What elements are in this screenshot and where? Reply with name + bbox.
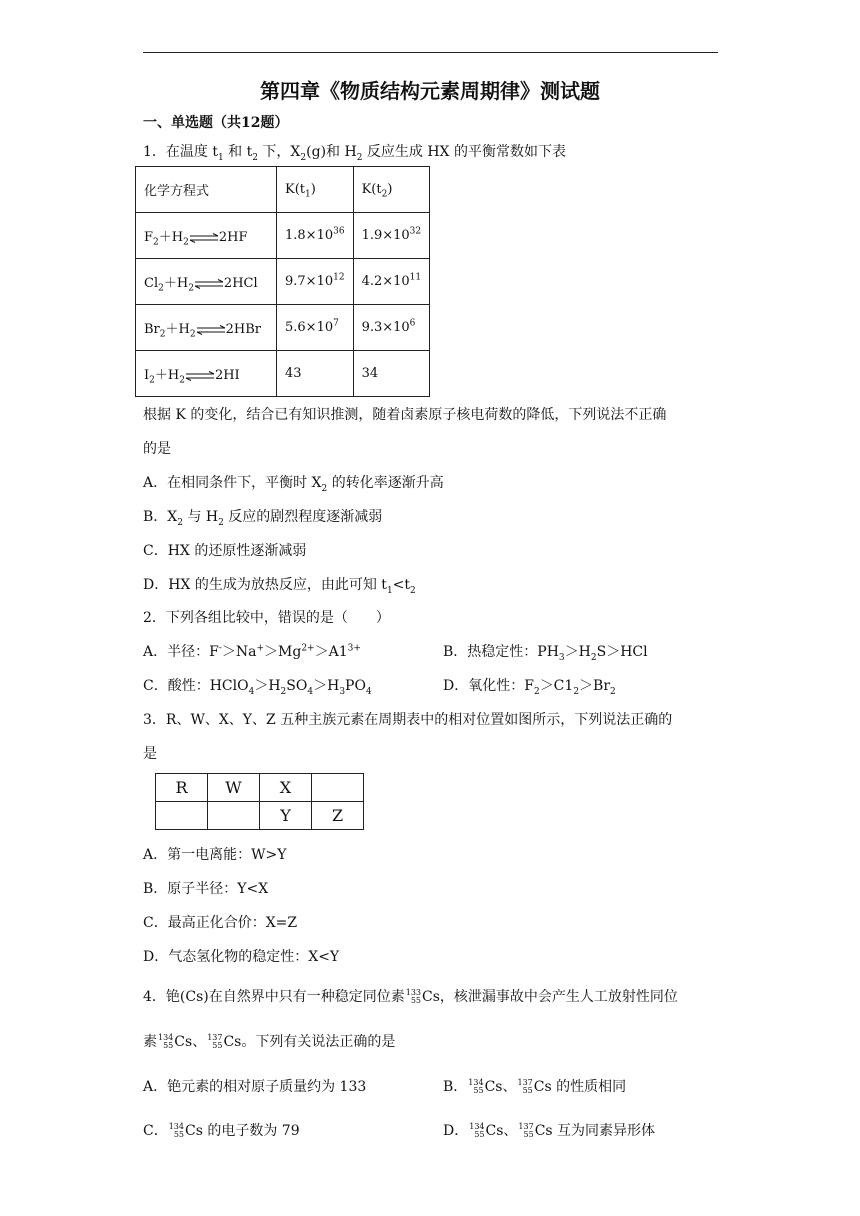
equilibrium-arrow-icon — [194, 279, 224, 289]
grid-cell: Y — [260, 802, 312, 830]
q4-option-d: D．134 55Cs、137 55Cs 互为同素异形体 — [443, 1122, 656, 1139]
grid-cell — [156, 802, 208, 830]
grid-cell — [312, 774, 364, 802]
q4-option-a: A．铯元素的相对原子质量约为 133 — [143, 1079, 367, 1095]
q2-option-d: D．氧化性：$F_2>C1_2>Br_2$ — [443, 678, 616, 697]
q3-stem-line2: 是 — [143, 746, 157, 762]
equation-cell: $Br_2+H_2$ 2HBr — [136, 305, 277, 351]
nuclide-notation: 134 55 — [168, 1122, 184, 1139]
k-t2-cell: $4.2\times 10^{11}$ — [353, 259, 430, 305]
q1-option-d: D．HX 的生成为放热反应，由此可知 $t_1<t_2$ — [143, 577, 416, 596]
nuclide-notation: 137 55 — [518, 1122, 534, 1139]
nuclide-notation: 137 55 — [207, 1033, 223, 1050]
q1-note-line2: 的是 — [143, 441, 171, 457]
table-row — [136, 213, 430, 259]
table-header-row — [136, 167, 430, 213]
k-t1-cell: $1.8\times 10^{36}$ — [277, 213, 354, 259]
nuclide-notation: 134 55 — [468, 1078, 484, 1095]
nuclide-notation: 134 55 — [158, 1033, 174, 1050]
grid-cell: W — [208, 774, 260, 802]
q3-stem-line1: 3．R、W、X、Y、Z 五种主族元素在周期表中的相对位置如图所示，下列说法正确的 — [143, 712, 673, 728]
grid-row — [156, 802, 364, 830]
q4-option-c: C．134 55Cs 的电子数为 79 — [143, 1122, 300, 1139]
k-t1-cell: $5.6\times 10^7$ — [277, 305, 354, 351]
header-rule — [143, 52, 718, 53]
q4-option-b: B．134 55Cs、137 55Cs 的性质相同 — [443, 1078, 627, 1095]
q1-option-b: B．$X_2$ 与 $H_2$ 反应的剧烈程度逐渐减弱 — [143, 509, 383, 528]
grid-row — [156, 774, 364, 802]
nuclide-notation: 137 55 — [517, 1078, 533, 1095]
header-k-t2: $K(t_2)$ — [353, 167, 430, 213]
q2-option-b: B．热稳定性：$PH_3>H_2S>HCl$ — [443, 644, 648, 663]
nuclide-notation: 133 55 — [405, 988, 422, 1005]
q2-option-c: C．酸性：$HClO_4>H_2SO_4>H_3PO_4$ — [143, 678, 372, 697]
q3-option-b: B．原子半径：Y<X — [143, 881, 269, 897]
q2-stem: 2．下列各组比较中，错误的是（ ） — [143, 610, 390, 626]
equation-cell: $I_2+H_2$ 2HI — [136, 351, 277, 397]
k-t2-cell: $9.3\times 10^6$ — [353, 305, 430, 351]
equation-cell: $Cl_2+H_2$ 2HCl — [136, 259, 277, 305]
q1-option-a: A．在相同条件下，平衡时 $X_2$ 的转化率逐渐升高 — [143, 475, 444, 494]
k-t2-cell: $1.9\times 10^{32}$ — [353, 213, 430, 259]
table-row — [136, 351, 430, 397]
equilibrium-arrow-icon — [185, 371, 215, 381]
q3-option-a: A．第一电离能：W>Y — [143, 847, 287, 863]
grid-cell — [208, 802, 260, 830]
q4-stem-line1: 4．铯(Cs)在自然界中只有一种稳定同位素133 55Cs，核泄漏事故中会产生人工放射性同位 — [143, 988, 678, 1005]
table-row — [136, 305, 430, 351]
grid-cell: Z — [312, 802, 364, 830]
table-row — [136, 259, 430, 305]
q4-stem-line2: 素134 55Cs、137 55Cs。下列有关说法正确的是 — [143, 1033, 396, 1050]
equilibrium-arrow-icon — [189, 233, 219, 243]
k-t1-cell: 43 — [277, 351, 354, 397]
header-equation: 化学方程式 — [136, 167, 277, 213]
periodic-position-grid — [155, 773, 364, 830]
section-heading: 一、单选题（共12题） — [143, 115, 289, 131]
page-title: 第四章《物质结构元素周期律》测试题 — [260, 79, 600, 103]
q3-option-d: D．气态氢化物的稳定性：X<Y — [143, 949, 340, 965]
equilibrium-table — [135, 166, 430, 397]
grid-cell: R — [156, 774, 208, 802]
q1-stem: 1．在温度 $t_1$ 和 $t_2$ 下，$X_2(g)$和 $H_2$ 反应生成 HX 的平衡常数如下表 — [143, 144, 566, 163]
equation-cell: $F_2+H_2$ 2HF — [136, 213, 277, 259]
q1-note-line1: 根据 K 的变化，结合已有知识推测，随着卤素原子核电荷数的降低，下列说法不正确 — [143, 407, 667, 423]
grid-cell: X — [260, 774, 312, 802]
nuclide-notation: 134 55 — [469, 1122, 485, 1139]
k-t1-cell: $9.7\times 10^{12}$ — [277, 259, 354, 305]
q2-option-a: A．半径：$F^->Na^+>Mg^{2+}>A1^{3+}$ — [143, 643, 361, 660]
equilibrium-arrow-icon — [196, 325, 226, 335]
header-k-t1: $K(t_1)$ — [277, 167, 354, 213]
k-t2-cell: 34 — [353, 351, 430, 397]
q3-option-c: C．最高正化合价：X=Z — [143, 915, 298, 931]
q1-option-c: C．HX 的还原性逐渐减弱 — [143, 543, 307, 559]
